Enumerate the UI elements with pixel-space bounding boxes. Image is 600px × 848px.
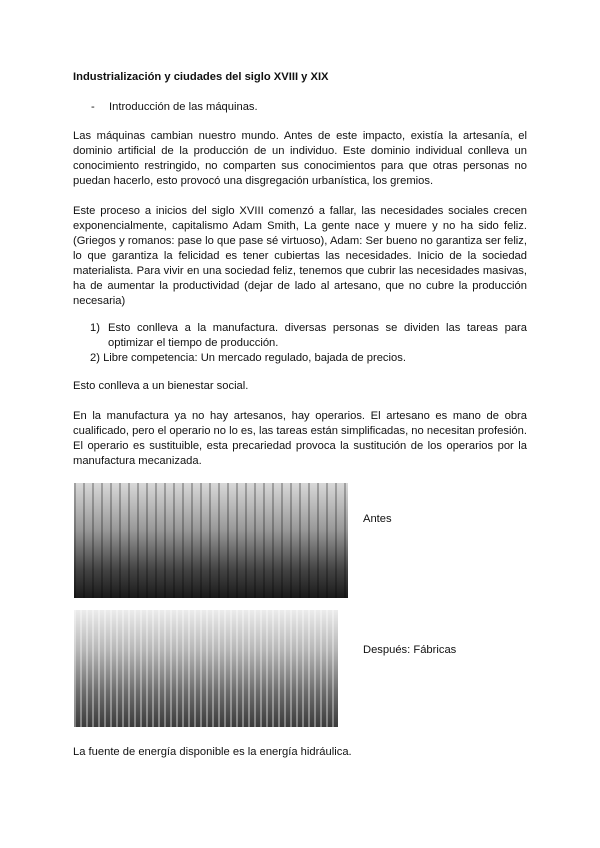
list-item [73,351,527,366]
closing-line: La fuente de energía disponible es la energía hidráulica. [73,746,352,758]
paragraph-welfare: Esto conlleva a un bienestar social. [73,380,249,392]
bullet-marker: - [91,101,95,113]
list-text: Esto conlleva a la manufactura. diversas personas se dividen las tareas para optimizar el tiempo de producción. [108,322,527,349]
numbered-list [73,321,527,366]
caption-before: Antes [363,513,392,525]
paragraph-manufacture: En la manufactura ya no hay artesanos, hay operarios. El artesano es mano de obra cualificado, pero el operario no lo es, las tareas están simplificadas, no necesitan profesión. El operario es sustituible, esta precariedad provoca la sustitución de los operarios por la manufactura mecanizada. [73,410,527,467]
list-text: Libre competencia: Un mercado regulado, bajada de precios. [103,352,406,364]
list-item [73,321,527,351]
bullet-text: Introducción de las máquinas. [109,101,258,113]
image-factory [74,610,338,727]
image-artisan-workshop [74,483,348,598]
paragraph-process: Este proceso a inicios del siglo XVIII comenzó a fallar, las necesidades sociales crecen exponencialmente, capitalismo Adam Smith, La gente nace y muere y no ha sido feliz. (Griegos y romanos: pase lo que pase sé virtuoso), Adam: Ser bueno no garantiza ser feliz, lo que garantiza la felicidad es tener cubiertas las necesidades. Inicio de la sociedad materialista. Para vivir en una sociedad feliz, tenemos que cubrir las necesidades masivas, ha de aumentar la productividad (dejar de lado al artesano, que no cubre la producción necesaria) [73,205,527,307]
list-number: 2) [90,352,100,364]
document-title: Industrialización y ciudades del siglo XVIII y XIX [73,71,329,83]
paragraph-intro: Las máquinas cambian nuestro mundo. Antes de este impacto, existía la artesanía, el dominio artificial de la producción de un individuo. Este dominio individual conlleva un conocimiento restringido, no comparten sus conocimientos para que otras personas no puedan hacerlo, esto provocó una disgregación urbanística, los gremios. [73,130,527,187]
list-number: 1) [90,322,100,334]
caption-after: Después: Fábricas [363,644,457,656]
bullet-item [91,100,545,115]
